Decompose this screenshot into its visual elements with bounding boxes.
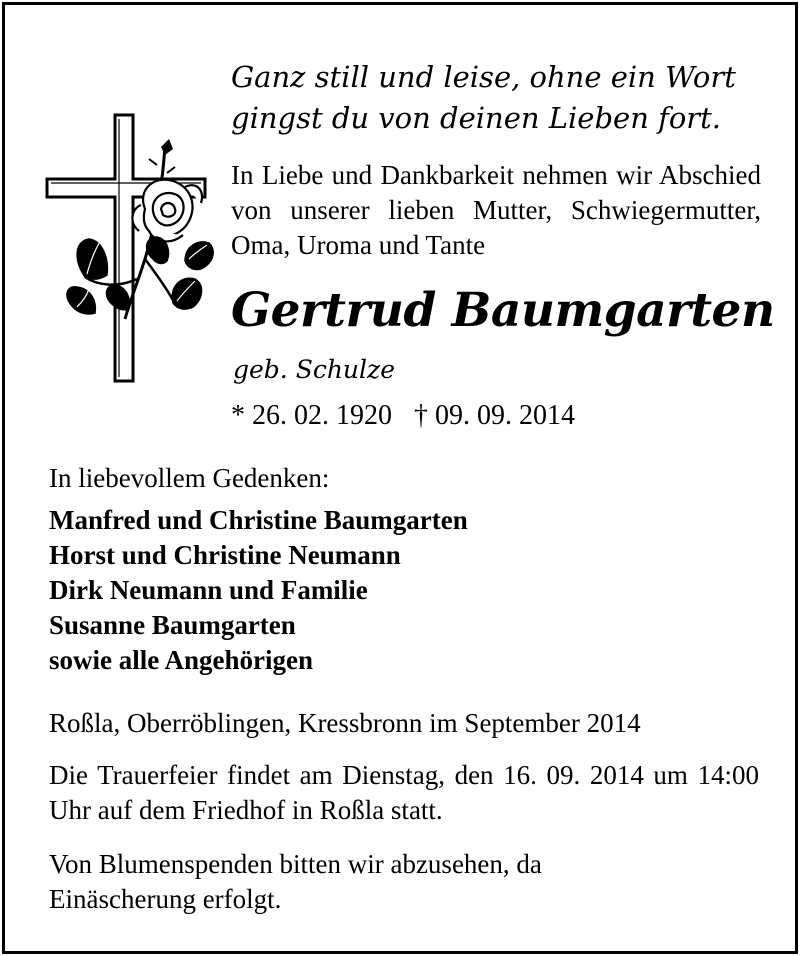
memorial-poem bbox=[231, 57, 771, 139]
mourners-heading: In liebevollem Gedenken: bbox=[49, 463, 330, 493]
place-date: Roßla, Oberröblingen, Kressbronn im September 2014 bbox=[49, 708, 641, 738]
poem-line: gingst du von deinen Lieben fort. bbox=[231, 101, 722, 135]
mourner-name: Susanne Baumgarten bbox=[49, 610, 296, 640]
mourner-name: Horst und Christine Neumann bbox=[49, 540, 401, 570]
mourners-list bbox=[49, 503, 468, 678]
mourner-name: Manfred und Christine Baumgarten bbox=[49, 505, 468, 535]
life-dates bbox=[231, 398, 575, 434]
mourner-name: Dirk Neumann und Familie bbox=[49, 575, 368, 605]
flowers-note: Von Blumenspenden bitten wir abzusehen, da Einäscherung erfolgt. bbox=[49, 849, 542, 914]
maiden-name: geb. Schulze bbox=[233, 355, 395, 384]
deceased-name: Gertrud Baumgarten bbox=[231, 283, 775, 338]
poem-line: Ganz still und leise, ohne ein Wort bbox=[231, 60, 736, 94]
ceremony-info: Die Trauerfeier findet am Dienstag, den 16. 09. 2014 um 14:00 Uhr auf dem Friedhof in Roßla statt. bbox=[49, 760, 759, 825]
birth-date: * 26. 02. 1920 bbox=[231, 400, 392, 431]
death-date: † 09. 09. 2014 bbox=[414, 400, 575, 431]
intro-text: In Liebe und Dankbarkeit nehmen wir Abschied von unserer lieben Mutter, Schwiegermutter, Oma, Uroma und Tante bbox=[231, 160, 761, 260]
obituary-notice bbox=[2, 2, 798, 954]
mourner-name: sowie alle Angehörigen bbox=[49, 645, 313, 675]
cross-with-rose-icon bbox=[45, 109, 220, 389]
